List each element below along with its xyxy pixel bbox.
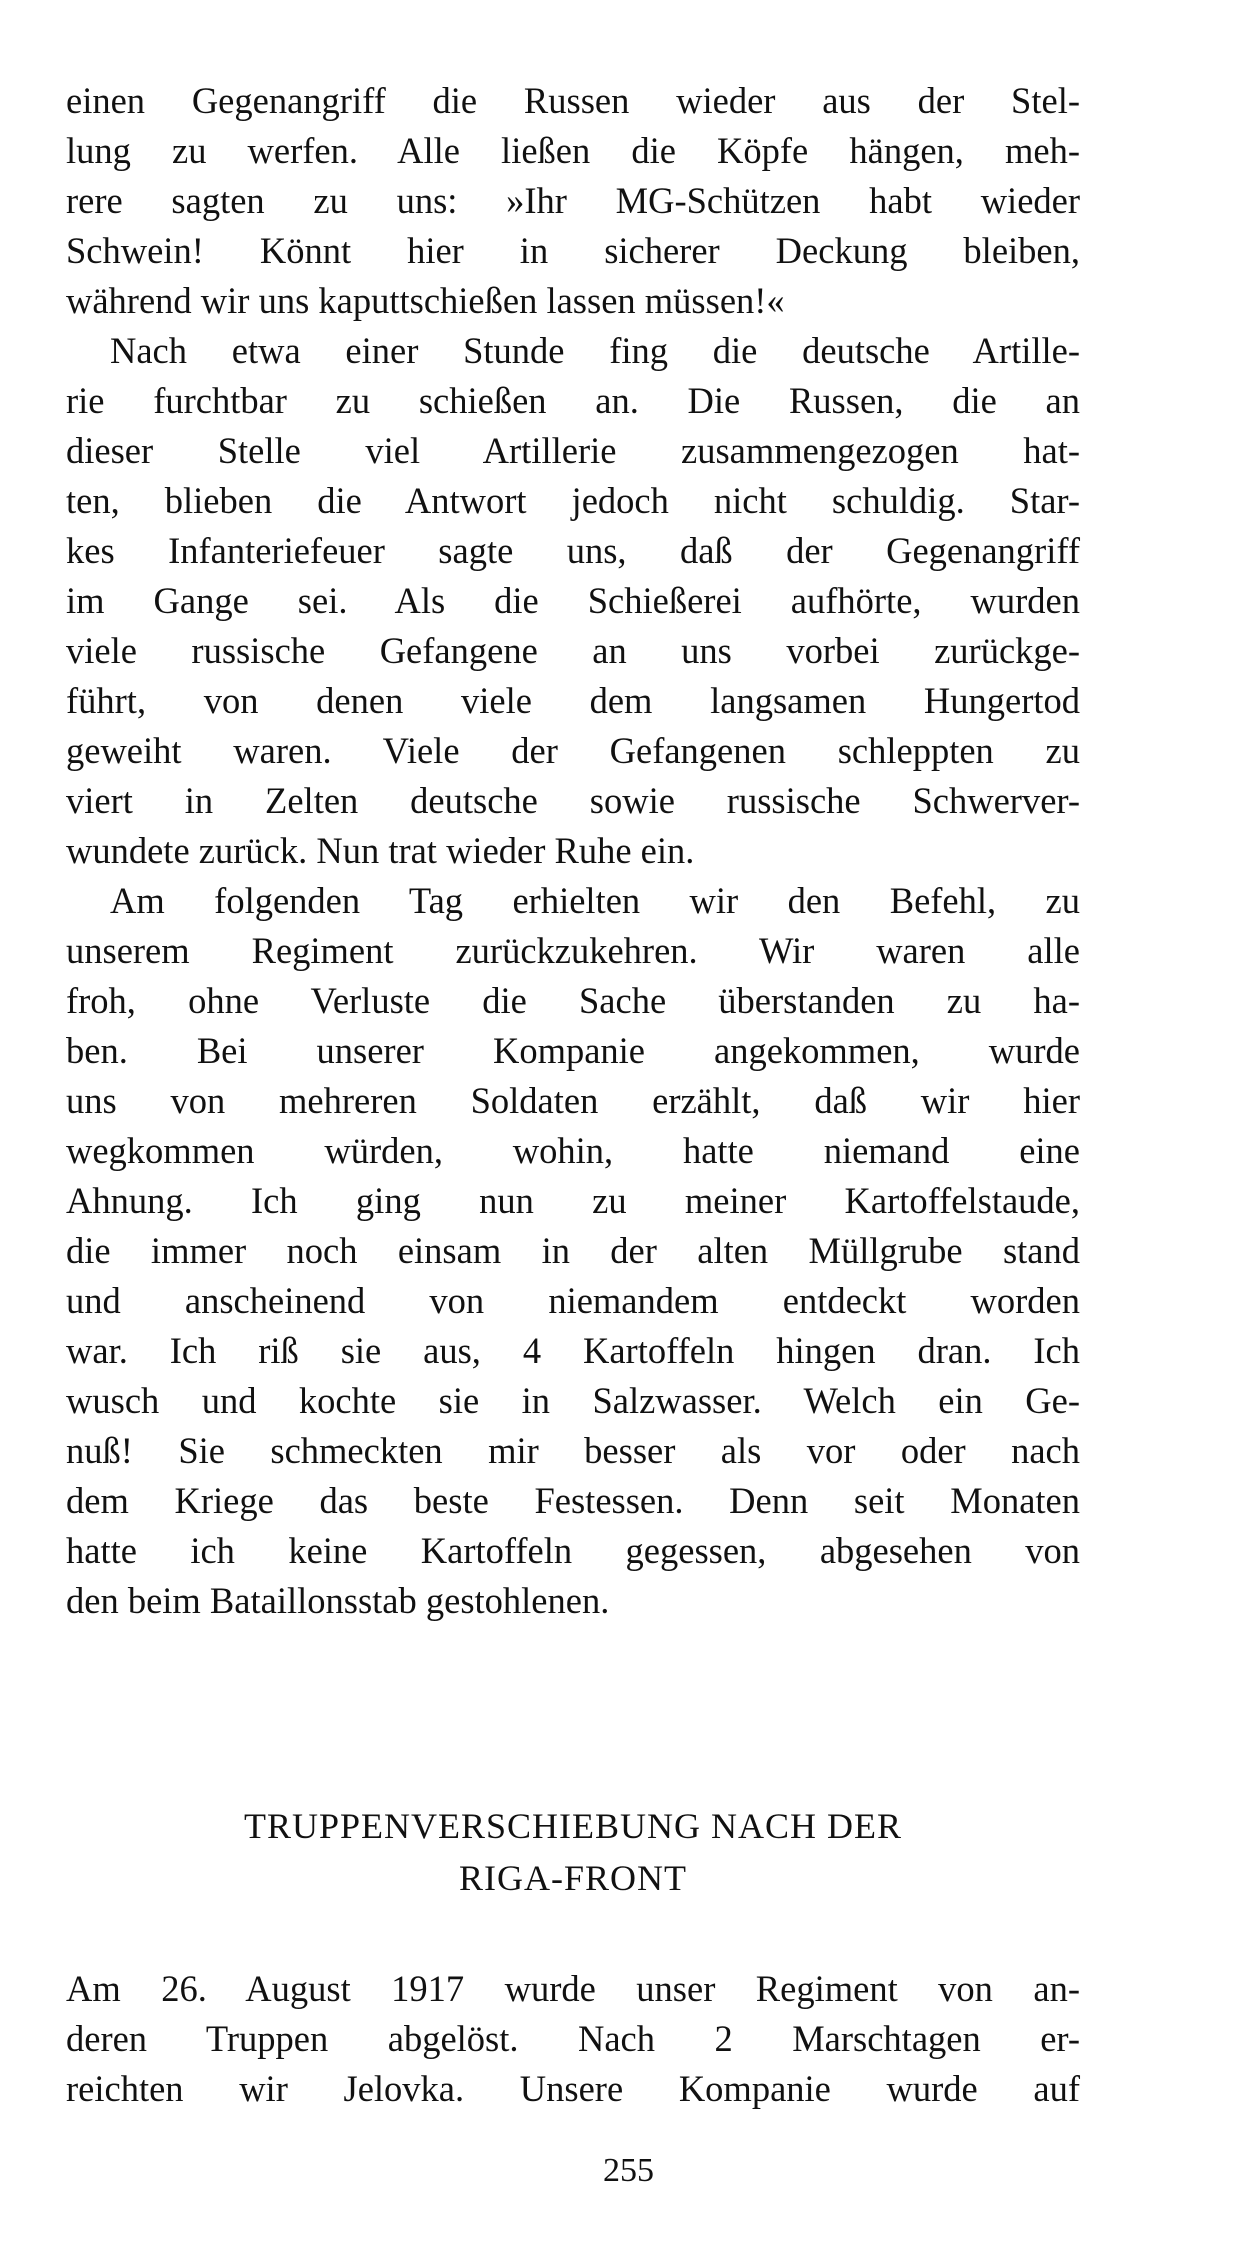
text-line: froh, ohne Verluste die Sache überstanden zu ha- (66, 980, 1080, 1021)
text-line: die immer noch einsam in der alten Müllgrube stand (66, 1230, 1080, 1271)
paragraph-1 (66, 76, 1080, 326)
page-number: 255 (603, 2152, 654, 2189)
paragraph-2 (66, 326, 1080, 876)
text-line: den beim Bataillonsstab gestohlenen. (66, 1580, 610, 1621)
text-line: rere sagten zu uns: »Ihr MG-Schützen habt wieder (66, 180, 1080, 221)
text-line: dieser Stelle viel Artillerie zusammengezogen hat- (66, 430, 1080, 471)
chapter-heading-line-1: TRUPPENVERSCHIEBUNG NACH DER (243, 1806, 903, 1846)
text-line: hatte ich keine Kartoffeln gegessen, abgesehen von (66, 1530, 1080, 1571)
text-line: Schwein! Könnt hier in sicherer Deckung bleiben, (66, 230, 1080, 271)
text-line: und anscheinend von niemandem entdeckt worden (66, 1280, 1080, 1321)
text-line: reichten wir Jelovka. Unsere Kompanie wurde auf (66, 2068, 1080, 2109)
text-line: deren Truppen abgelöst. Nach 2 Marschtagen er- (66, 2018, 1080, 2059)
text-line: dem Kriege das beste Festessen. Denn seit Monaten (66, 1480, 1080, 1521)
text-line: ben. Bei unserer Kompanie angekommen, wurde (66, 1030, 1080, 1071)
chapter-heading (66, 1800, 1080, 1904)
text-line: führt, von denen viele dem langsamen Hungertod (66, 680, 1080, 721)
paragraph-4 (66, 1964, 1080, 2114)
chapter-heading-line-2: RIGA-FRONT (458, 1858, 687, 1898)
text-line: lung zu werfen. Alle ließen die Köpfe hängen, meh- (66, 130, 1080, 171)
text-line: viert in Zelten deutsche sowie russische Schwerver- (66, 780, 1080, 821)
text-line: geweiht waren. Viele der Gefangenen schleppten zu (66, 730, 1080, 771)
text-line: wegkommen würden, wohin, hatte niemand eine (66, 1130, 1080, 1171)
text-line: im Gange sei. Als die Schießerei aufhörte, wurden (66, 580, 1080, 621)
text-line: Am 26. August 1917 wurde unser Regiment von an- (66, 1968, 1080, 2009)
text-line: während wir uns kaputtschießen lassen müssen!« (66, 280, 785, 321)
text-line: ten, blieben die Antwort jedoch nicht schuldig. Star- (66, 480, 1080, 521)
text-line: Ahnung. Ich ging nun zu meiner Kartoffelstaude, (66, 1180, 1080, 1221)
paragraph-3 (66, 876, 1080, 1626)
text-line: wundete zurück. Nun trat wieder Ruhe ein. (66, 830, 695, 871)
text-line: unserem Regiment zurückzukehren. Wir waren alle (66, 930, 1080, 971)
text-line: Am folgenden Tag erhielten wir den Befehl, zu (110, 880, 1080, 921)
text-line: wusch und kochte sie in Salzwasser. Welch ein Ge- (66, 1380, 1080, 1421)
text-line: war. Ich riß sie aus, 4 Kartoffeln hingen dran. Ich (66, 1330, 1080, 1371)
text-line: einen Gegenangriff die Russen wieder aus der Stel- (66, 80, 1080, 121)
text-line: uns von mehreren Soldaten erzählt, daß wir hier (66, 1080, 1080, 1121)
text-line: viele russische Gefangene an uns vorbei zurückge- (66, 630, 1080, 671)
text-line: kes Infanteriefeuer sagte uns, daß der Gegenangriff (66, 530, 1080, 571)
text-line: nuß! Sie schmeckten mir besser als vor oder nach (66, 1430, 1080, 1471)
text-line: Nach etwa einer Stunde fing die deutsche Artille- (110, 330, 1080, 371)
text-line: rie furchtbar zu schießen an. Die Russen, die an (66, 380, 1080, 421)
